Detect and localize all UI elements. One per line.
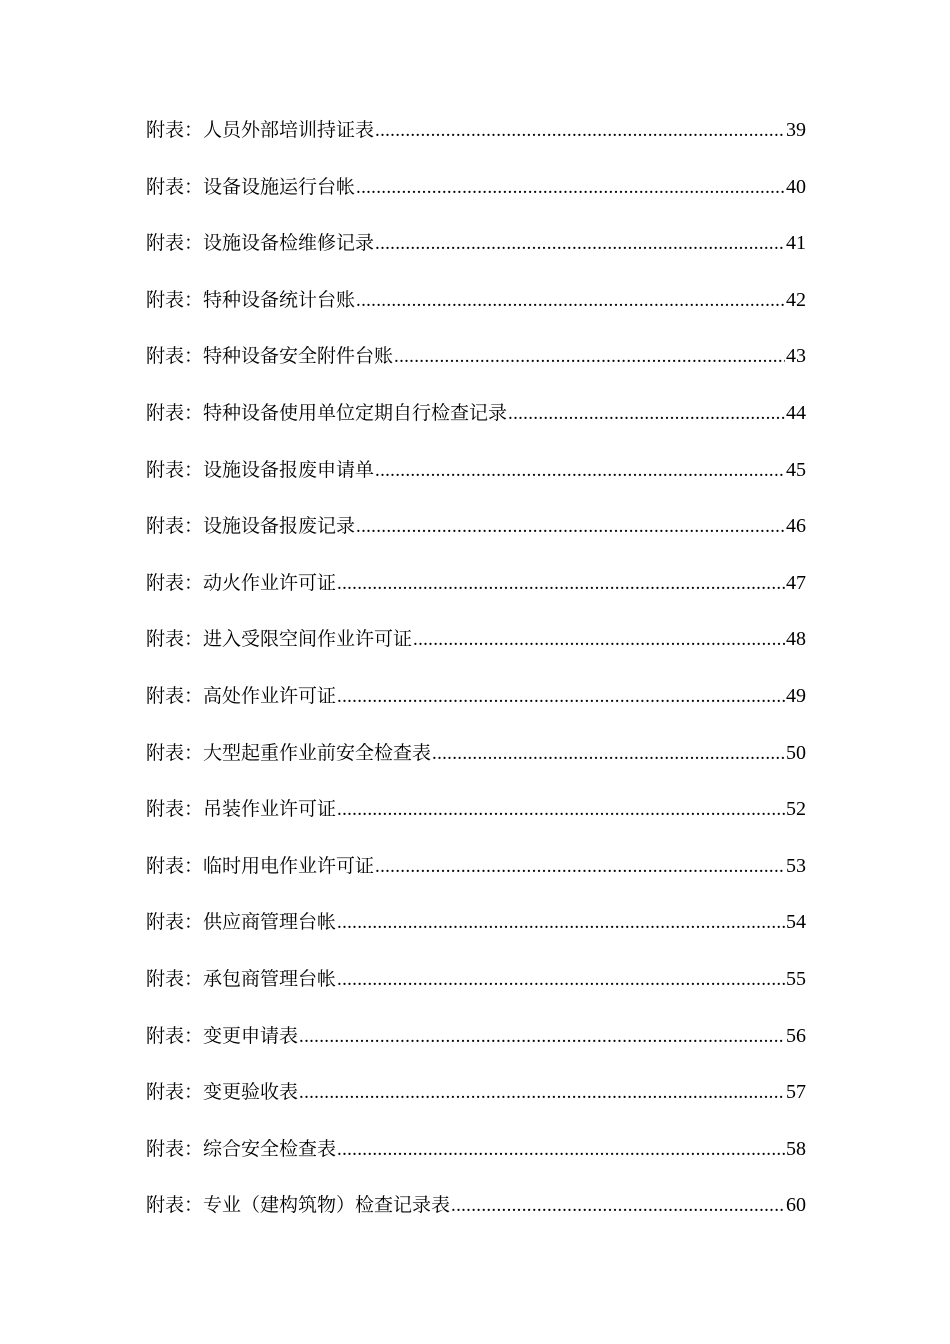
dot-leader bbox=[375, 230, 785, 258]
toc-entry[interactable] bbox=[146, 286, 806, 343]
page-number: 43 bbox=[786, 345, 806, 368]
toc-entry[interactable] bbox=[146, 1191, 806, 1248]
entry-prefix: 附表： bbox=[146, 345, 204, 368]
dot-leader bbox=[356, 513, 785, 541]
entry-title: 专业（建构筑物）检查记录表 bbox=[203, 1194, 451, 1217]
page-number: 60 bbox=[786, 1194, 806, 1217]
entry-prefix: 附表： bbox=[146, 684, 204, 707]
toc-entry[interactable] bbox=[146, 625, 806, 682]
toc-entry[interactable] bbox=[146, 512, 806, 569]
toc-entry[interactable] bbox=[146, 852, 806, 909]
toc-entry[interactable] bbox=[146, 739, 806, 796]
entry-title: 设施设备检维修记录 bbox=[203, 232, 375, 255]
entry-prefix: 附表： bbox=[146, 628, 204, 651]
dot-leader bbox=[337, 966, 785, 994]
entry-title: 特种设备统计台账 bbox=[203, 288, 356, 311]
entry-prefix: 附表： bbox=[146, 288, 204, 311]
entry-title: 变更验收表 bbox=[203, 1081, 299, 1104]
entry-title: 设备设施运行台帐 bbox=[203, 175, 356, 198]
entry-title: 综合安全检查表 bbox=[203, 1137, 337, 1160]
toc-entry[interactable] bbox=[146, 795, 806, 852]
toc-entry[interactable] bbox=[146, 399, 806, 456]
entry-prefix: 附表： bbox=[146, 1137, 204, 1160]
toc-entry[interactable] bbox=[146, 1022, 806, 1079]
table-of-contents bbox=[146, 116, 806, 1248]
dot-leader bbox=[508, 400, 785, 428]
toc-entry[interactable] bbox=[146, 965, 806, 1022]
entry-title: 临时用电作业许可证 bbox=[203, 854, 375, 877]
entry-title: 变更申请表 bbox=[203, 1024, 299, 1047]
entry-prefix: 附表： bbox=[146, 119, 204, 141]
toc-entry[interactable] bbox=[146, 173, 806, 230]
page-number: 45 bbox=[786, 458, 806, 481]
page-number: 56 bbox=[786, 1024, 806, 1047]
toc-entry[interactable] bbox=[146, 682, 806, 739]
page-number: 55 bbox=[786, 967, 806, 990]
entry-prefix: 附表： bbox=[146, 515, 204, 538]
entry-prefix: 附表： bbox=[146, 232, 204, 255]
toc-entry[interactable] bbox=[146, 569, 806, 626]
page-number: 58 bbox=[786, 1137, 806, 1160]
page-number: 49 bbox=[786, 684, 806, 707]
toc-entry[interactable] bbox=[146, 342, 806, 399]
dot-leader bbox=[337, 1136, 785, 1164]
page-number: 57 bbox=[786, 1081, 806, 1104]
entry-title: 高处作业许可证 bbox=[203, 684, 337, 707]
page-number: 50 bbox=[786, 741, 806, 764]
dot-leader bbox=[337, 909, 785, 937]
entry-title: 吊装作业许可证 bbox=[203, 798, 337, 821]
toc-entry[interactable] bbox=[146, 1135, 806, 1192]
entry-title: 特种设备安全附件台账 bbox=[203, 345, 394, 368]
entry-prefix: 附表： bbox=[146, 967, 204, 990]
toc-entry[interactable] bbox=[146, 229, 806, 286]
page-number: 42 bbox=[786, 288, 806, 311]
page-number: 46 bbox=[786, 515, 806, 538]
dot-leader bbox=[356, 174, 785, 202]
entry-title: 大型起重作业前安全检查表 bbox=[203, 741, 432, 764]
entry-title: 进入受限空间作业许可证 bbox=[203, 628, 413, 651]
page-number: 52 bbox=[786, 798, 806, 821]
dot-leader bbox=[394, 343, 785, 371]
page-number: 40 bbox=[786, 175, 806, 198]
dot-leader bbox=[337, 683, 785, 711]
dot-leader bbox=[299, 1079, 785, 1107]
dot-leader bbox=[337, 570, 785, 598]
entry-prefix: 附表： bbox=[146, 854, 204, 877]
entry-title: 设施设备报废申请单 bbox=[203, 458, 375, 481]
dot-leader bbox=[451, 1192, 785, 1220]
dot-leader bbox=[375, 457, 785, 485]
page-number: 53 bbox=[786, 854, 806, 877]
page-number: 47 bbox=[786, 571, 806, 594]
page-number: 48 bbox=[786, 628, 806, 651]
toc-entry[interactable] bbox=[146, 456, 806, 513]
dot-leader bbox=[356, 287, 785, 315]
entry-prefix: 附表： bbox=[146, 798, 204, 821]
dot-leader bbox=[337, 796, 785, 824]
entry-title: 动火作业许可证 bbox=[203, 571, 337, 594]
entry-title: 承包商管理台帐 bbox=[203, 967, 337, 990]
dot-leader bbox=[432, 740, 785, 768]
entry-prefix: 附表： bbox=[146, 911, 204, 934]
page-number: 41 bbox=[786, 232, 806, 255]
entry-title: 特种设备使用单位定期自行检查记录 bbox=[203, 401, 508, 424]
dot-leader bbox=[413, 626, 785, 654]
entry-prefix: 附表： bbox=[146, 1081, 204, 1104]
page-number: 44 bbox=[786, 401, 806, 424]
dot-leader bbox=[375, 853, 785, 881]
entry-prefix: 附表： bbox=[146, 741, 204, 764]
entry-prefix: 附表： bbox=[146, 1024, 204, 1047]
entry-prefix: 附表： bbox=[146, 571, 204, 594]
page-number: 39 bbox=[786, 119, 806, 141]
entry-prefix: 附表： bbox=[146, 175, 204, 198]
entry-prefix: 附表： bbox=[146, 458, 204, 481]
entry-title: 设施设备报废记录 bbox=[203, 515, 356, 538]
dot-leader bbox=[299, 1023, 785, 1051]
toc-entry[interactable] bbox=[146, 116, 806, 173]
toc-entry[interactable] bbox=[146, 1078, 806, 1135]
entry-title: 人员外部培训持证表 bbox=[203, 119, 375, 141]
entry-title: 供应商管理台帐 bbox=[203, 911, 337, 934]
entry-prefix: 附表： bbox=[146, 401, 204, 424]
page-number: 54 bbox=[786, 911, 806, 934]
dot-leader bbox=[375, 117, 785, 145]
entry-prefix: 附表： bbox=[146, 1194, 204, 1217]
toc-entry[interactable] bbox=[146, 908, 806, 965]
